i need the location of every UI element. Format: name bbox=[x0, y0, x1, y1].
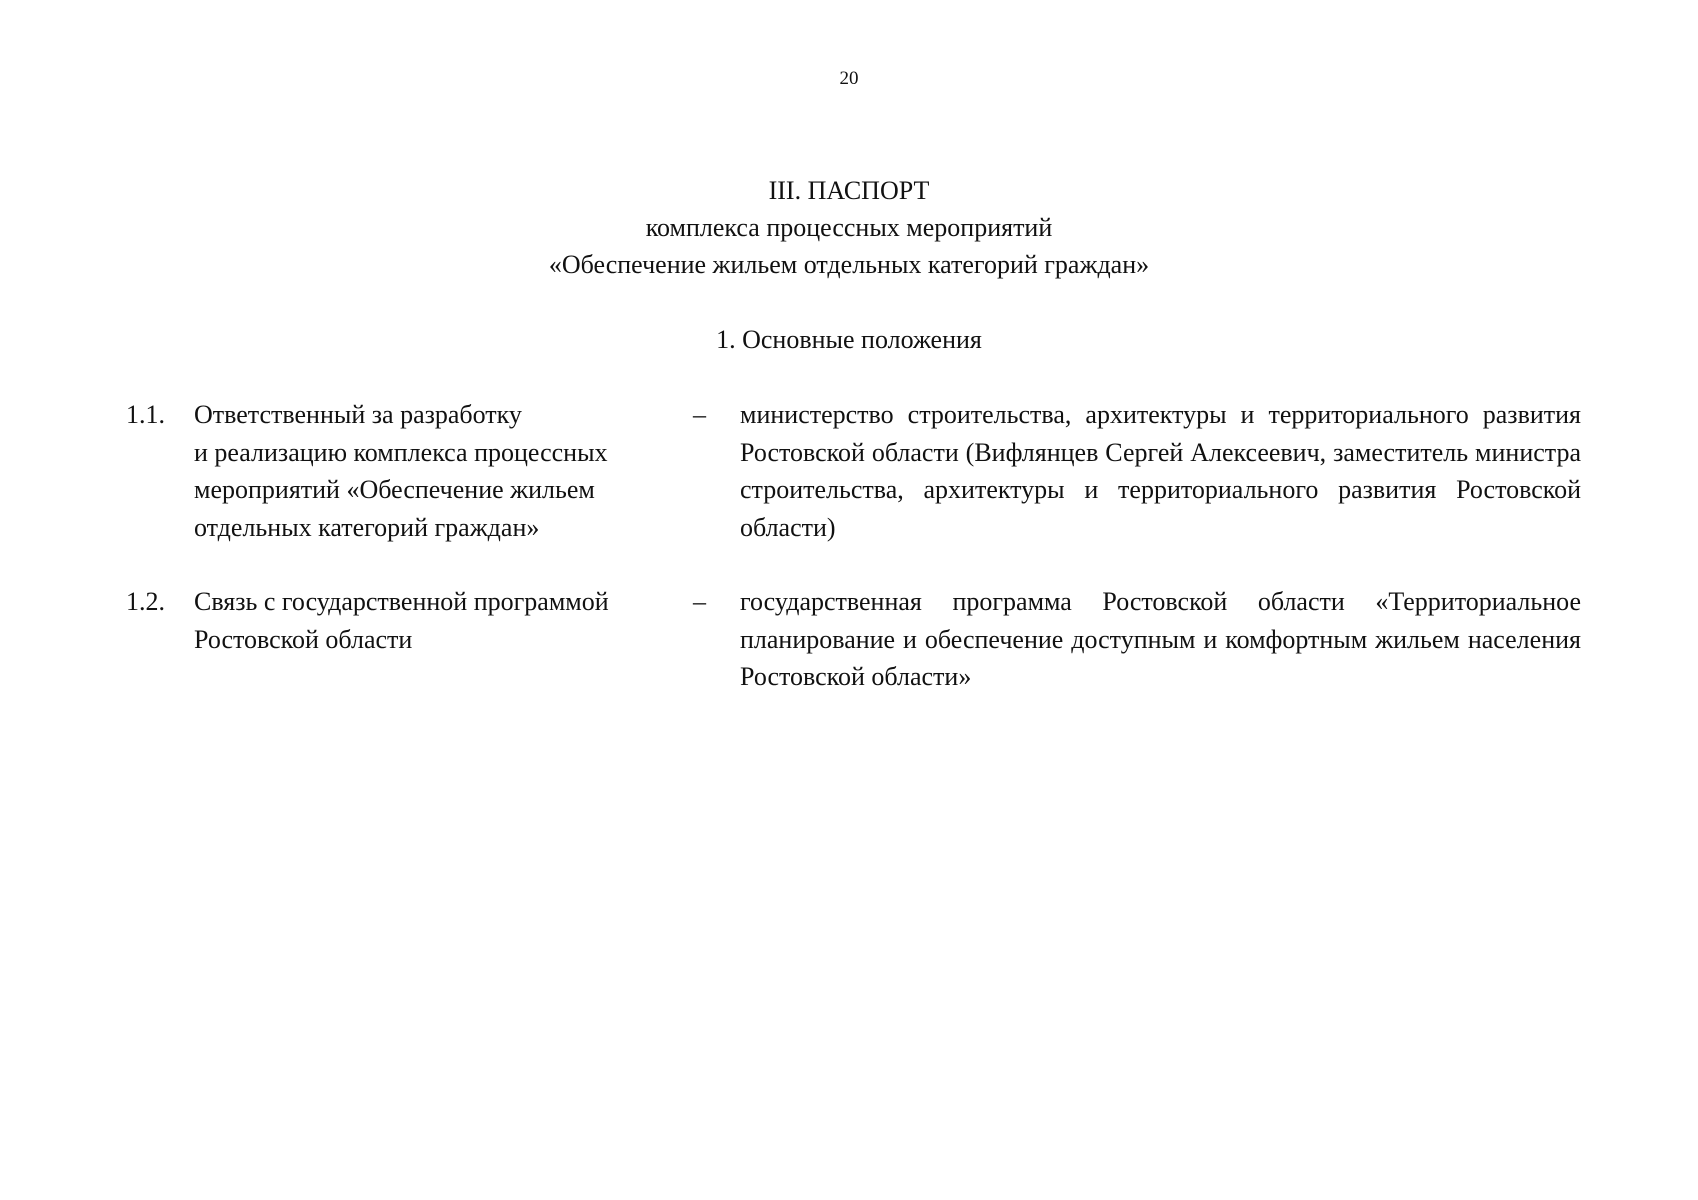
provision-dash: – bbox=[693, 400, 706, 429]
page-number: 20 bbox=[839, 68, 859, 89]
heading-subtitle: комплекса процессных мероприятий bbox=[645, 213, 1053, 242]
provision-number: 1.2. bbox=[126, 587, 165, 616]
provision-number: 1.1. bbox=[126, 400, 165, 429]
provision-value: министерство строительства, архитектуры и территориального развития Ростовской области (Вифлянцев Сергей Алексеевич, заместитель министра строительства, архитектуры и территориального развития Ростовской области) bbox=[740, 400, 1581, 542]
heading-program-name: «Обеспечение жильем отдельных категорий граждан» bbox=[548, 250, 1150, 279]
provision-value: государственная программа Ростовской области «Территориальное планирование и обеспечение доступным и комфортным жильем населения Ростовской области» bbox=[740, 587, 1581, 691]
document-heading bbox=[0, 172, 1698, 283]
provision-label: Связь с государственной программой Ростовской области bbox=[194, 587, 609, 654]
provision-label: Ответственный за разработку и реализацию комплекса процессных мероприятий «Обеспечение жильем отдельных категорий граждан» bbox=[194, 400, 608, 542]
provision-dash: – bbox=[693, 587, 706, 616]
heading-title: III. ПАСПОРТ bbox=[768, 176, 930, 205]
section-title: 1. Основные положения bbox=[716, 325, 982, 354]
